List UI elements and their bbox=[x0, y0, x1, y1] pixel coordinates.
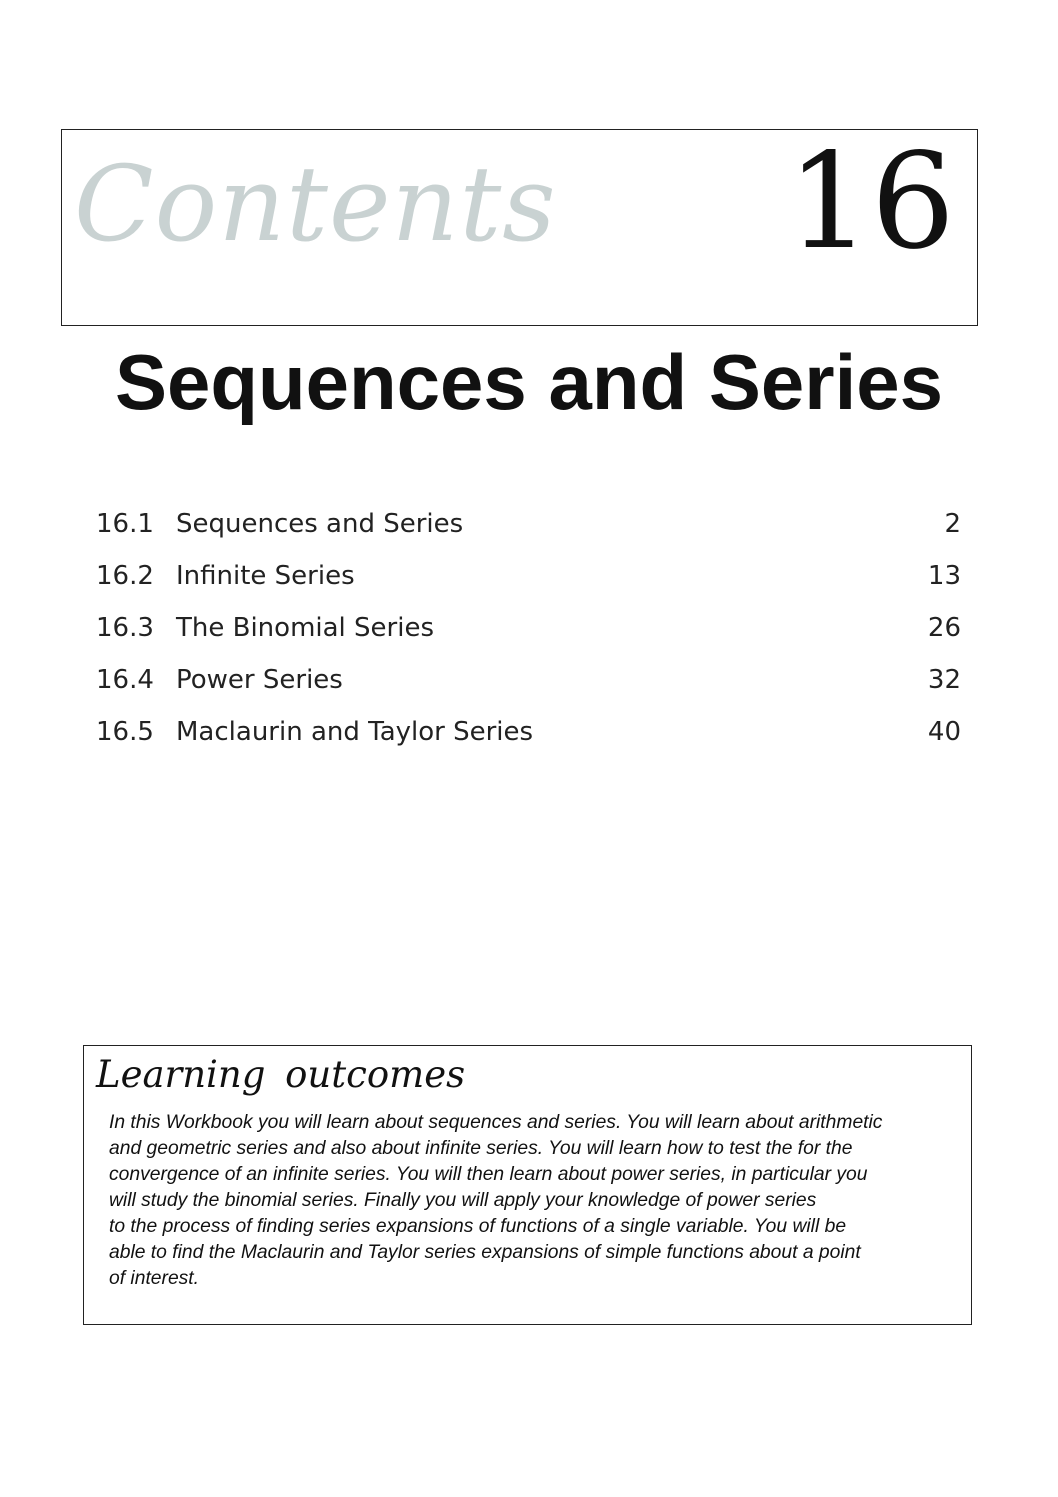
outcomes-line: of interest. bbox=[109, 1268, 200, 1289]
outcomes-line: and geometric series and also about infinite series. You will learn how to test the for the bbox=[109, 1138, 853, 1159]
toc-entry-page: 26 bbox=[927, 613, 961, 643]
toc-entry-title[interactable]: Power Series bbox=[176, 665, 343, 695]
toc-entry-title[interactable]: Sequences and Series bbox=[176, 509, 464, 539]
workbook-title: Sequences and Series bbox=[114, 338, 944, 426]
outcomes-line: will study the binomial series. Finally you will apply your knowledge of power series bbox=[109, 1190, 817, 1211]
toc-entry-number: 16.1 bbox=[96, 509, 154, 539]
outcomes-line: to the process of finding series expansions of functions of a single variable. You will be bbox=[109, 1216, 847, 1237]
outcomes-line: In this Workbook you will learn about sequences and series. You will learn about arithmetic bbox=[109, 1112, 883, 1133]
toc-entry-page: 13 bbox=[927, 561, 961, 591]
toc-entry-number: 16.3 bbox=[96, 613, 154, 643]
toc-entry-number: 16.4 bbox=[96, 665, 154, 695]
toc-entry[interactable] bbox=[96, 505, 961, 557]
toc-entry[interactable] bbox=[96, 609, 961, 661]
contents-label: Contents bbox=[74, 143, 557, 265]
toc-entry-title[interactable]: The Binomial Series bbox=[176, 613, 434, 643]
contents-header-box bbox=[61, 125, 978, 326]
toc-entry-page: 40 bbox=[927, 717, 961, 747]
toc-entry-page: 32 bbox=[927, 665, 961, 695]
chapter-number: 16 bbox=[787, 125, 955, 279]
toc-entry[interactable] bbox=[96, 713, 961, 765]
toc-entry[interactable] bbox=[96, 557, 961, 609]
toc-entry-title[interactable]: Infinite Series bbox=[176, 561, 355, 591]
toc-entry[interactable] bbox=[96, 661, 961, 713]
learning-outcomes-box bbox=[83, 1045, 972, 1325]
toc-entry-number: 16.5 bbox=[96, 717, 154, 747]
toc-entry-title[interactable]: Maclaurin and Taylor Series bbox=[176, 717, 534, 747]
toc-entry-number: 16.2 bbox=[96, 561, 154, 591]
learning-outcomes-text bbox=[109, 1110, 969, 1292]
toc-entry-page: 2 bbox=[944, 509, 961, 539]
learning-outcomes-heading: Learning outcomes bbox=[96, 1053, 466, 1096]
outcomes-line: able to find the Maclaurin and Taylor series expansions of simple functions about a point bbox=[109, 1242, 861, 1263]
outcomes-line: convergence of an infinite series. You will then learn about power series, in particular you bbox=[109, 1164, 868, 1185]
table-of-contents bbox=[96, 505, 961, 765]
